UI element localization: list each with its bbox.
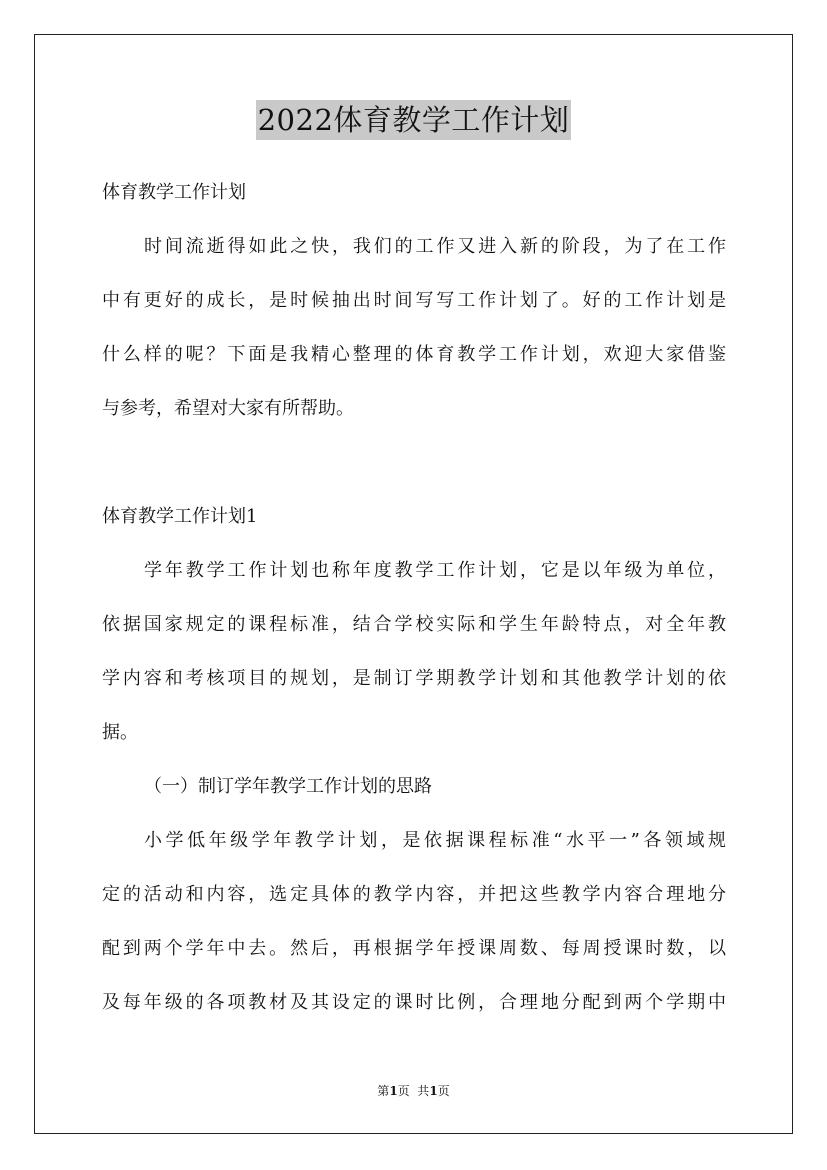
page-footer xyxy=(0,1083,827,1099)
heading-intro: 体育教学工作计划 xyxy=(102,182,246,203)
footer-mid: 页 共 xyxy=(397,1084,430,1098)
para2-line-2: 定的活动和内容，选定具体的教学内容，并把这些教学内容合理地分 xyxy=(102,884,726,905)
para1-line-3: 学内容和考核项目的规划，是制订学期教学计划和其他教学计划的依 xyxy=(102,668,726,689)
document-title: 2022体育教学工作计划 xyxy=(256,100,572,140)
footer-current-page: 1 xyxy=(389,1084,398,1098)
footer-total-pages: 1 xyxy=(429,1084,438,1098)
para1-line-2: 依据国家规定的课程标准，结合学校实际和学生年龄特点，对全年教 xyxy=(102,614,726,635)
footer-suffix: 页 xyxy=(437,1084,450,1098)
intro-line-2: 中有更好的成长，是时候抽出时间写写工作计划了。好的工作计划是 xyxy=(102,290,726,311)
subheading-1: （一）制订学年教学工作计划的思路 xyxy=(144,776,432,797)
para2-line-3: 配到两个学年中去。然后，再根据学年授课周数、每周授课时数，以 xyxy=(102,938,726,959)
intro-line-1: 时间流逝得如此之快，我们的工作又进入新的阶段，为了在工作 xyxy=(144,236,726,257)
intro-line-4: 与参考，希望对大家有所帮助。 xyxy=(102,398,354,419)
para2-line-1: 小学低年级学年教学计划，是依据课程标准“水平一”各领域规 xyxy=(144,830,726,851)
footer-prefix: 第 xyxy=(377,1084,390,1098)
para1-line-4: 据。 xyxy=(102,722,138,743)
para1-line-1: 学年教学工作计划也称年度教学工作计划，它是以年级为单位， xyxy=(144,560,726,581)
para2-line-4: 及每年级的各项教材及其设定的课时比例，合理地分配到两个学期中 xyxy=(102,992,726,1013)
intro-line-3: 什么样的呢？下面是我精心整理的体育教学工作计划，欢迎大家借鉴 xyxy=(102,344,726,365)
title-container xyxy=(0,100,827,140)
heading-plan-1: 体育教学工作计划1 xyxy=(102,506,258,527)
